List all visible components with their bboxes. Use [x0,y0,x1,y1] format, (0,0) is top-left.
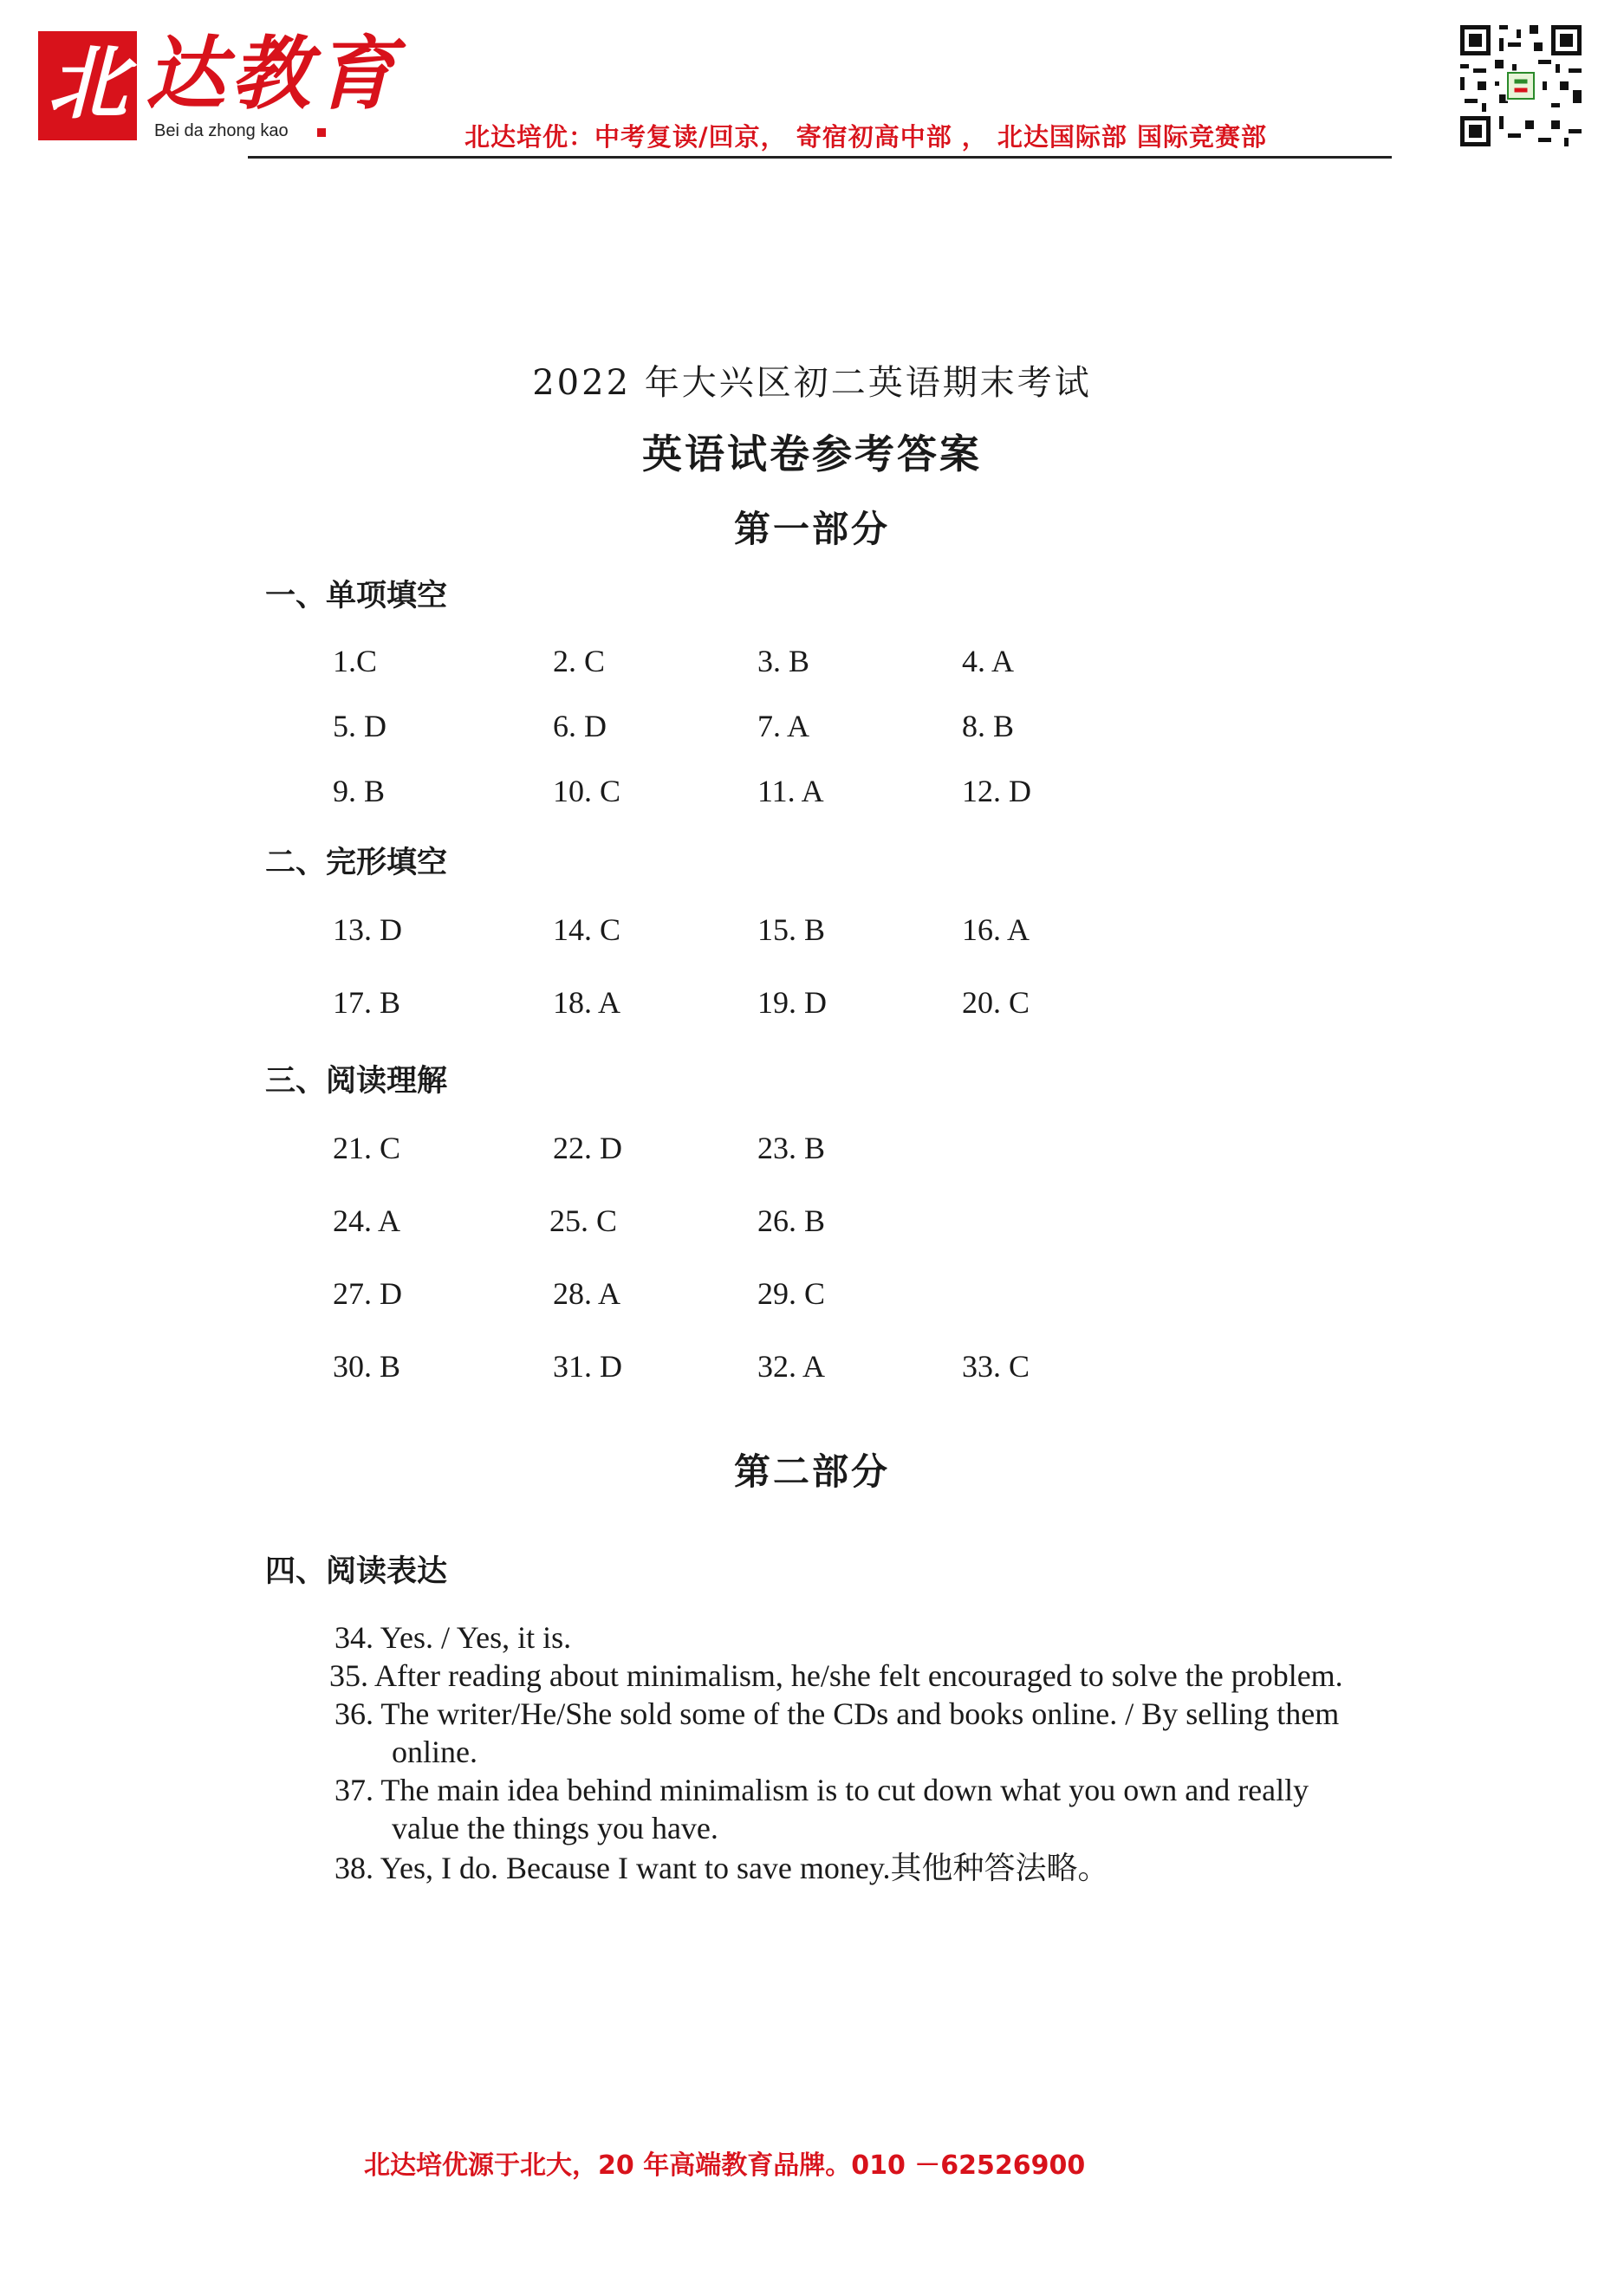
answer-36 [335,1695,1339,1771]
section-heading-cloze: 二、完形填空 [265,846,448,880]
logo-mark [38,31,137,140]
header-tagline: 北达培优：中考复读/回京， 寄宿初高中部 ， 北达国际部 国际竞赛部 [464,122,1267,152]
answer-item: 32. A [757,1349,826,1384]
answer-34: 34. Yes. / Yes, it is. [335,1620,572,1655]
answer-item: 23. B [757,1131,826,1165]
document-title: 英语试卷参考答案 [642,431,982,477]
answer-item: 33. C [962,1349,1030,1384]
answer-36-line2: online. [392,1735,477,1769]
answer-35: 35. After reading about minimalism, he/she felt encouraged to solve the problem. [329,1658,1343,1693]
answer-item: 21. C [333,1131,401,1165]
answer-item: 11. A [757,774,824,808]
answer-item: 31. D [553,1349,622,1384]
answer-item: 16. A [962,912,1030,947]
answer-38: 38. Yes, I do. Because I want to save money.其他种答法略。 [335,1851,1109,1885]
section-heading-single-choice: 一、单项填空 [265,579,448,613]
answer-item: 25. C [549,1203,618,1238]
answer-item: 20. C [962,985,1030,1020]
header-divider [248,156,1392,159]
section-heading-reading-expression: 四、阅读表达 [265,1554,448,1589]
logo-text: 达教育 [146,27,401,120]
answer-item: 26. B [757,1203,826,1238]
logo-glyph: 北 [47,37,127,130]
qr-code-icon [1456,21,1586,151]
footer-slogan: 北达培优源于北大，20 年高端教育品牌。010 －62526900 [364,2150,1086,2181]
answer-item: 29. C [757,1276,826,1311]
answer-37-line1: 37. The main idea behind minimalism is to cut down what you own and really [335,1773,1309,1807]
answer-37 [335,1771,1309,1847]
answer-item: 9. B [333,774,386,808]
logo-pinyin: Bei da zhong kao [154,121,289,140]
answer-item: 2. C [553,644,606,678]
answer-item: 18. A [553,985,621,1020]
answer-item: 5. D [333,709,387,743]
answer-37-line2: value the things you have. [392,1811,718,1845]
answer-item: 17. B [333,985,401,1020]
part-two-heading: 第二部分 [733,1450,890,1493]
answer-item: 6. D [553,709,607,743]
answer-item: 24. A [333,1203,401,1238]
answer-item: 19. D [757,985,827,1020]
answer-item: 7. A [757,709,810,743]
answer-item: 28. A [553,1276,621,1311]
answer-item: 8. B [962,709,1015,743]
answer-item: 13. D [333,912,402,947]
part-one-heading: 第一部分 [733,508,890,550]
answer-item: 1.C [333,644,378,678]
answer-item: 30. B [333,1349,401,1384]
logo-square-icon [317,128,326,137]
answer-item: 3. B [757,644,810,678]
answer-item: 4. A [962,644,1015,678]
answer-item: 14. C [553,912,621,947]
answer-item: 27. D [333,1276,402,1311]
section-heading-reading: 三、阅读理解 [265,1064,448,1099]
answer-36-line1: 36. The writer/He/She sold some of the CDs and books online. / By selling them [335,1696,1340,1731]
answer-item: 22. D [553,1131,622,1165]
answer-item: 15. B [757,912,826,947]
answer-item: 12. D [962,774,1031,808]
exam-title: 2022 年大兴区初二英语期末考试 [532,363,1092,403]
answer-item: 10. C [553,774,621,808]
